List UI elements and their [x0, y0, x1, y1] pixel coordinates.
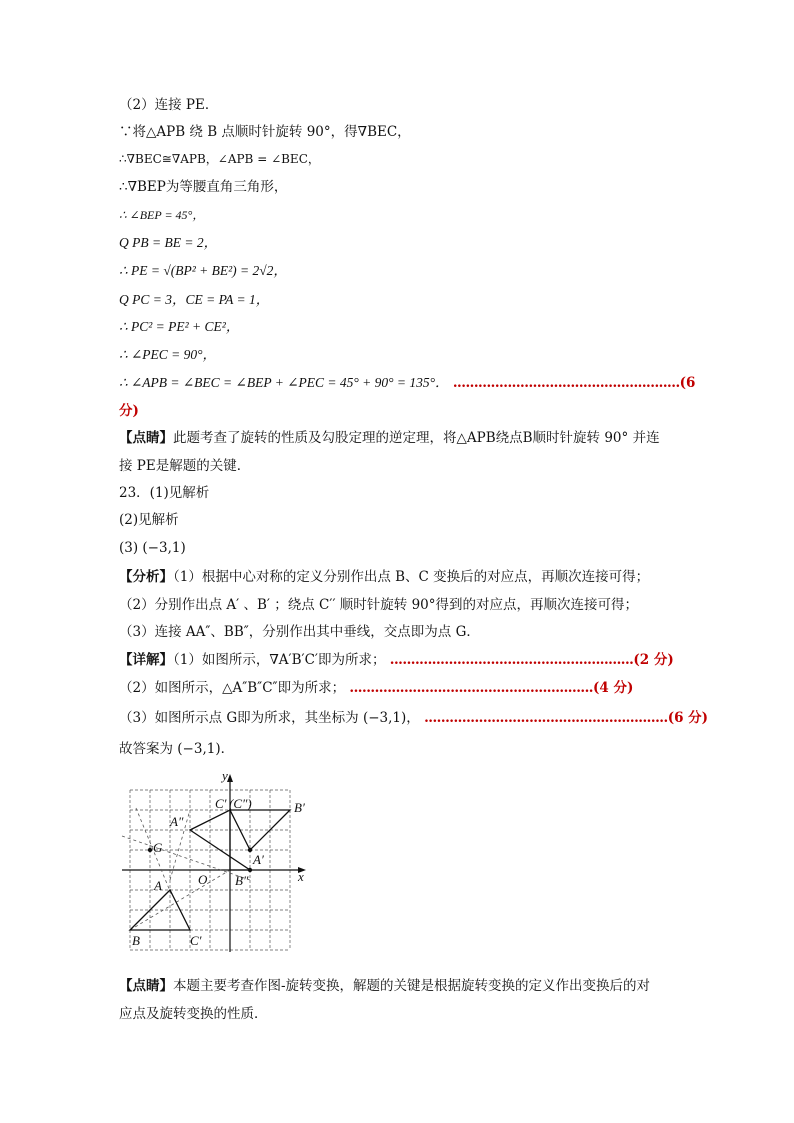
comment2-line-1 — [119, 977, 650, 995]
detail-text-1: （1）如图所示，∇A′B′C′即为所求； — [173, 652, 386, 668]
label-x-axis: x — [298, 869, 304, 884]
comment-tag: 【点睛】 — [119, 430, 173, 446]
detail-line-1 — [119, 651, 674, 669]
score-dots: ...................................................... — [452, 375, 680, 391]
analysis-line-3: （3）连接 AA″、BB″，分别作出其中垂线，交点即为点 G． — [119, 624, 480, 640]
conclusion-text: ∴ ∠APB = ∠BEC = ∠BEP + ∠PEC = 45° + 90° = 135°． — [119, 375, 449, 390]
analysis-line-2: （2）分别作出点 A′ 、B′ ；绕点 C′′ 顺时针旋转 90°得到的对应点，再顺次连接可得； — [119, 597, 639, 613]
step-angle-pec: ∴ ∠PEC = 90°， — [119, 347, 217, 362]
labels — [132, 768, 305, 948]
comment-line-1 — [119, 429, 660, 447]
detail-line-2 — [119, 679, 633, 697]
detail-score-2: (4 分) — [593, 680, 634, 696]
q23-answer-3: (3) (−3,1) — [119, 540, 186, 556]
label-a: A — [154, 878, 162, 893]
step-pythagoras: ∴ PC² = PE² + CE²， — [119, 319, 240, 334]
analysis-line-1 — [119, 568, 649, 586]
step-connect-pe: （2）连接 PE． — [119, 97, 219, 113]
step-pb-be: Q PB = BE = 2， — [119, 235, 218, 250]
label-b-double-prime: B″ — [235, 873, 249, 888]
q23-heading: 23．(1)见解析 — [119, 485, 210, 501]
points — [148, 848, 252, 872]
label-b: B — [132, 933, 140, 948]
label-c-double-prime: (C″) — [229, 796, 252, 811]
score-unit: 分) — [119, 403, 139, 419]
label-c-prime: C′ — [215, 796, 227, 811]
detail-text-3: （3）如图所示点 G即为所求，其坐标为 (−3,1)， — [119, 710, 420, 726]
label-c: C′ — [190, 933, 202, 948]
label-a-prime: A′ — [253, 852, 264, 867]
detail-answer: 故答案为 (−3,1)． — [119, 741, 235, 757]
detail-score-3: (6 分) — [667, 710, 709, 726]
step-pe-length: ∴ PE = √(BP² + BE²) = 2√2， — [119, 263, 287, 278]
step-pc-ce: Q PC = 3，CE = PA = 1， — [119, 292, 270, 307]
comment2-line-2: 应点及旋转变换的性质． — [119, 1006, 268, 1022]
analysis-text-1: （1）根据中心对称的定义分别作出点 B、C 变换后的对应点，再顺次连接可得； — [173, 569, 650, 585]
detail-tag: 【详解】 — [119, 652, 173, 668]
rotation-figure — [118, 768, 318, 954]
detail-text-2: （2）如图所示，△A″B″C″即为所求； — [119, 680, 346, 696]
score-marker: (6 — [679, 375, 696, 391]
detail-score-1: (2 分) — [633, 652, 674, 668]
step-isosceles: ∴∇BEP为等腰直角三角形， — [119, 179, 288, 195]
step-conclusion — [119, 374, 695, 392]
triangle-rotated — [190, 810, 250, 870]
detail-dots-1: .......................................................... — [389, 652, 634, 668]
comment2-text: 本题主要考查作图-旋转变换，解题的关键是根据旋转变换的定义作出变换后的对 — [173, 978, 651, 994]
comment-line-2: 接 PE是解题的关键． — [119, 458, 251, 474]
label-g: G — [153, 840, 163, 855]
comment2-tag: 【点睛】 — [119, 978, 173, 994]
step-rotation: ∵将△APB 绕 B 点顺时针旋转 90°，得∇BEC， — [119, 124, 411, 140]
q23-answer-2: (2)见解析 — [119, 512, 179, 528]
detail-dots-2: .......................................................... — [349, 680, 594, 696]
label-a-double-prime: A″ — [170, 814, 184, 829]
label-y-axis: y — [222, 768, 228, 783]
step-angle-bep: ∴ ∠BEP = 45°， — [119, 208, 205, 222]
label-b-prime: B′ — [294, 800, 305, 815]
label-origin: O — [198, 872, 208, 887]
analysis-tag: 【分析】 — [119, 569, 173, 585]
axes — [122, 774, 306, 952]
detail-dots-3: .......................................................... — [424, 710, 668, 726]
construction-lines — [122, 808, 250, 930]
step-congruent: ∴∇BEC≅∇APB，∠APB = ∠BEC， — [119, 152, 320, 166]
detail-line-3 — [119, 709, 708, 727]
comment-text: 此题考查了旋转的性质及勾股定理的逆定理，将△APB绕点B顺时针旋转 90° 并连 — [173, 430, 660, 446]
